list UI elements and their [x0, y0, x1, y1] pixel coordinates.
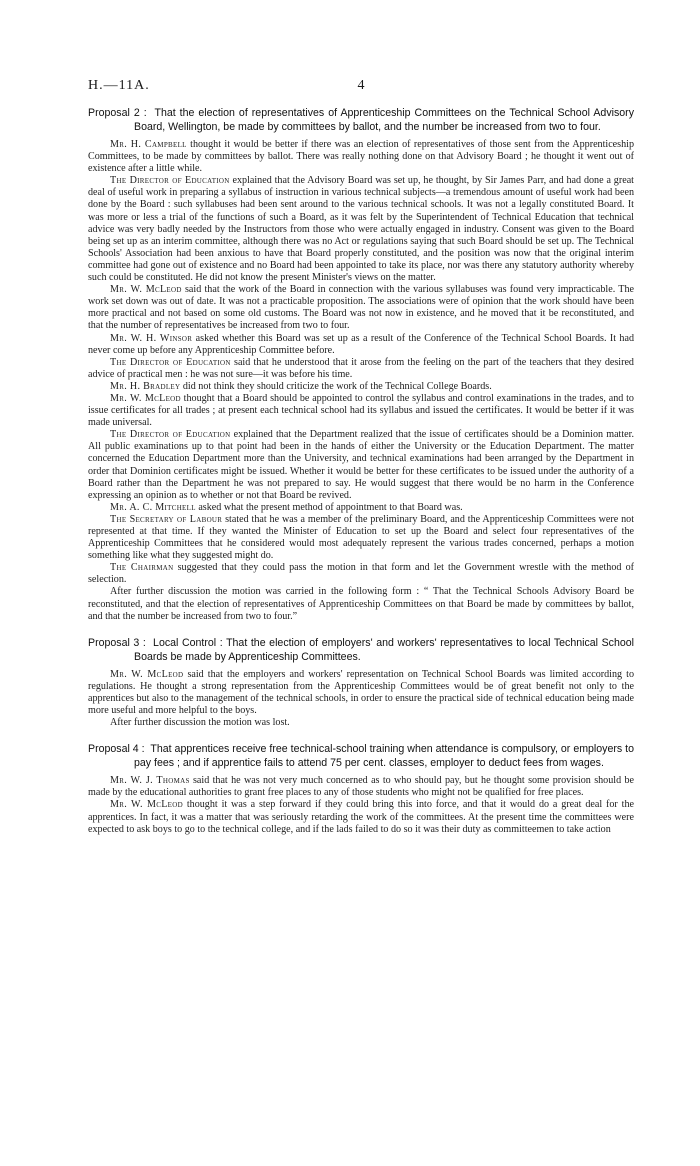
proposal-2-heading [88, 106, 634, 134]
paragraph [88, 284, 634, 332]
paragraph-text: explained that the Advisory Board was set up, he thought, by Sir James Parr, and had done a great deal of useful work in preparing a syllabus of instruction in various technical subjects—a tremendous amount of useful work had been done by the Board : such syllabuses had been sent around to the various technical schools. It was not a legally constituted Board. It was more or less a trial of the functions of such a Board, as it was felt by the Superintendent of Technical Education that technical advice was very badly needed by the Instructors from those who were actually engaged in industry. Consent was given to the Board being set up as an interim committee, although there was no Act or regulations saying that such Board should be set up. The Technical Schools' Association had been anxious to have that Board properly constituted, and the position was now that the original interim committee had gone out of existence and no Board had been appointed to take its place, nor was there any statutory authority whereby such could be constituted. He did not know the present Minister's views on the matter. [88, 175, 634, 284]
proposal-text: That the election of representatives of Apprenticeship Committees on the Technical School Advisory Board, Wellington, be made by committees by ballot, and the number be increased from two to four. [134, 107, 634, 133]
proposal-label: Proposal 2 : [88, 107, 147, 119]
paragraph-text: did not think they should criticize the work of the Technical College Boards. [180, 380, 492, 392]
paragraph [88, 357, 634, 381]
paragraph-text: explained that the Department realized that the issue of certificates should be a Dominion matter. All public examinations up to that point had been in the hands of either the University or the Education Department. The matter concerned the Education Department more than the University, and technical examinations had been arranged by the Department in order that Dominion certificates might be issued. Whether it would be better for these certificates to be issued under the authority of a Board rather than the Department he was not prepared to say. He would suggest that there would be no harm in the Conference expressing an opinion as to whether or not that Board be revived. [88, 429, 634, 501]
paragraph-text: thought that a Board should be appointed to control the syllabus and control examinations in the trades, and to issue certificates for all trades ; at present each technical school had its syllabus and issued the certificates. It would be better if it was made universal. [88, 392, 634, 429]
speaker-name: The Chairman [110, 562, 174, 574]
paragraph [88, 381, 634, 393]
speaker-name: Mr. W. H. Winsor [110, 332, 193, 344]
paragraph [88, 429, 634, 502]
paragraph [88, 175, 634, 284]
paragraph [88, 799, 634, 835]
page-number: 4 [357, 78, 365, 93]
paragraph-text: said that the employers and workers' representation on Technical School Boards was limited according to regulations. He thought a strong representation from the Apprenticeship Committees would be of great benefit not only to the apprentices but also to the management of the technical schools, in order to ensure the practical side of technical education being made more useful and more helpful to the boys. [88, 668, 634, 717]
paragraph [88, 775, 634, 799]
paragraph-text: asked whether this Board was set up as a result of the Conference of the Technical School Boards. It had never come up before any Apprenticeship Committee before. [88, 332, 635, 356]
proposal-text: That apprentices receive free technical-school training when attendance is compulsory, or employers to pay fees ; and if apprentice fails to attend 75 per cent. classes, employer to deduct fees from wages. [134, 743, 634, 770]
paragraph [88, 139, 634, 175]
page-header [88, 78, 634, 96]
page-body [88, 106, 634, 836]
speaker-name: Mr. H. Campbell [110, 139, 187, 150]
proposal-4-heading [88, 742, 634, 770]
speaker-name: The Director of Education [110, 429, 231, 441]
speaker-name: Mr. W. McLeod [110, 392, 181, 404]
paragraph-text: stated that he was a member of the preliminary Board, and the Apprenticeship Committees were not represented at that time. If they wanted the Minister of Education to set up the Board and select four representatives of the Apprenticeship Committees that he considered would most adequately represent the various trades concerned, perhaps a motion something like what they suggested might do. [88, 513, 634, 562]
speaker-name: Mr. A. C. Mitchell [110, 501, 196, 513]
paragraph [88, 669, 634, 717]
proposal-text: Local Control : That the election of employers' and workers' representatives to local Technical School Boards be made by Apprenticeship Committees. [134, 636, 634, 663]
speaker-name: Mr. W. McLeod [110, 799, 183, 811]
speaker-name: Mr. W. J. Thomas [110, 775, 190, 787]
proposal-label: Proposal 3 : [88, 636, 146, 649]
speaker-name: The Director of Education [110, 175, 230, 187]
paragraph-text: thought it was a step forward if they could bring this into force, and that it would do a great deal for the apprentices. In fact, it was a matter that was seriously retarding the work of the committees. At the present time the committees were expected to ask boys to go to the technical college, and if the lads failed to do so it was their duty as committeemen to take action [88, 799, 634, 835]
paragraph [88, 562, 634, 586]
paragraph-text: After further discussion the motion was lost. [110, 717, 290, 729]
proposal-label: Proposal 4 : [88, 743, 145, 756]
proposal-3-heading [88, 636, 634, 664]
paragraph [88, 393, 634, 429]
speaker-name: Mr. H. Bradley [110, 380, 181, 392]
speaker-name: Mr. W. McLeod [110, 284, 182, 296]
paragraph-text: said that he was not very much concerned as to who should pay, but he thought some provision should be made by the educational authorities to grant free places to any of those students who might not be qualified for free places. [88, 775, 634, 799]
paragraph-text: said that the work of the Board in connection with the various syllabuses was found very impracticable. The work set down was out of date. It was not a practicable proposition. The associations were of opinion that the work should have been more practical and not based on some old customs. The Board was not now in existence, and he moved that it be reconstituted, and that the number of representatives be increased from two to four. [88, 284, 634, 332]
speaker-name: The Secretary of Labour [110, 513, 223, 525]
speaker-name: The Director of Education [110, 356, 231, 368]
paragraph [88, 502, 634, 514]
paragraph [88, 586, 634, 622]
paragraph-text: After further discussion the motion was carried in the following form : “ That the Technical Schools Advisory Board be reconstituted, and that the election of representatives of Apprenticeship Committees on that Board be made by committees by ballot, and that the number be increased from two to four.” [88, 586, 634, 622]
paragraph-text: said that he understood that it arose from the feeling on the part of the teachers that they desired advice of practical men : he was not sure—it was before his time. [88, 356, 634, 380]
paragraph [88, 333, 634, 357]
paragraph-text: asked what the present method of appointment to that Board was. [195, 501, 463, 513]
paragraph-text: thought it would be better if there was an election of representatives of those sent from the Apprenticeship Committees, to be made by committees by ballot. There was really nothing done on that Advisory Board ; he thought it went out of existence after a little while. [88, 139, 634, 175]
document-reference: H.—11A. [88, 78, 150, 93]
paragraph [88, 717, 634, 729]
paragraph [88, 514, 634, 562]
paragraph-text: suggested that they could pass the motion in that form and let the Government wrestle with the method of selection. [88, 562, 634, 586]
speaker-name: Mr. W. McLeod [110, 668, 184, 680]
